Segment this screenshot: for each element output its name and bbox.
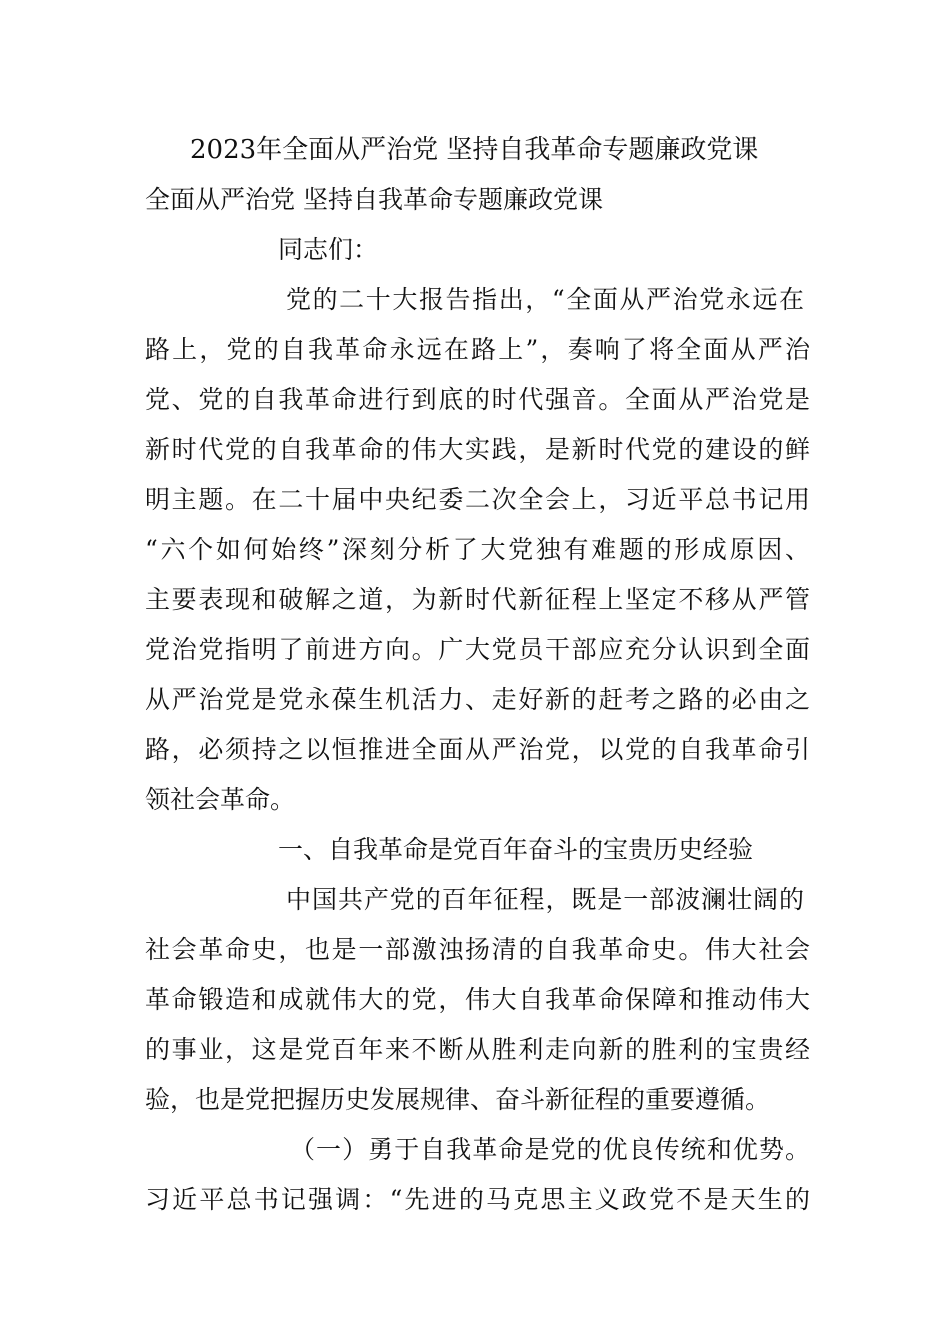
paragraph-1-line-11: 领社会革命。 bbox=[145, 785, 296, 814]
paragraph-1-line-5: 明主题。在二十届中央纪委二次全会上，习近平总书记用 bbox=[145, 485, 810, 514]
paragraph-1-line-7: 主要表现和破解之道，为新时代新征程上坚定不移从严管 bbox=[145, 585, 810, 614]
paragraph-2-line-4: 的事业，这是党百年来不断从胜利走向新的胜利的宝贵经 bbox=[145, 1035, 810, 1064]
paragraph-3-line-2: 习近平总书记强调：“先进的马克思主义政党不是天生的 bbox=[145, 1185, 810, 1214]
paragraph-3-line-1: （一）勇于自我革命是党的优良传统和优势。 bbox=[290, 1135, 810, 1164]
section-heading-1: 一、自我革命是党百年奋斗的宝贵历史经验 bbox=[278, 835, 754, 864]
paragraph-1-line-3: 党、党的自我革命进行到底的时代强音。全面从严治党是 bbox=[145, 385, 810, 414]
document-subtitle: 全面从严治党 坚持自我革命专题廉政党课 bbox=[145, 185, 603, 214]
paragraph-1-line-1: 党的二十大报告指出，“全面从严治党永远在 bbox=[286, 285, 804, 314]
paragraph-2-line-5: 验，也是党把握历史发展规律、奋斗新征程的重要遵循。 bbox=[145, 1085, 771, 1114]
document-title: 2023年全面从严治党 坚持自我革命专题廉政党课 bbox=[190, 135, 759, 165]
paragraph-1-line-6: “六个如何始终”深刻分析了大党独有难题的形成原因、 bbox=[145, 535, 810, 564]
paragraph-2-line-3: 革命锻造和成就伟大的党，伟大自我革命保障和推动伟大 bbox=[145, 985, 810, 1014]
paragraph-2-line-1: 中国共产党的百年征程，既是一部波澜壮阔的 bbox=[286, 885, 804, 914]
salutation: 同志们： bbox=[278, 235, 379, 264]
paragraph-1-line-8: 党治党指明了前进方向。广大党员干部应充分认识到全面 bbox=[145, 635, 810, 664]
paragraph-1-line-2: 路上，党的自我革命永远在路上”，奏响了将全面从严治 bbox=[145, 335, 810, 364]
paragraph-1-line-10: 路，必须持之以恒推进全面从严治党，以党的自我革命引 bbox=[145, 735, 810, 764]
paragraph-2-line-2: 社会革命史，也是一部激浊扬清的自我革命史。伟大社会 bbox=[145, 935, 810, 964]
paragraph-1-line-9: 从严治党是党永葆生机活力、走好新的赶考之路的必由之 bbox=[145, 685, 810, 714]
paragraph-1-line-4: 新时代党的自我革命的伟大实践，是新时代党的建设的鲜 bbox=[145, 435, 810, 464]
